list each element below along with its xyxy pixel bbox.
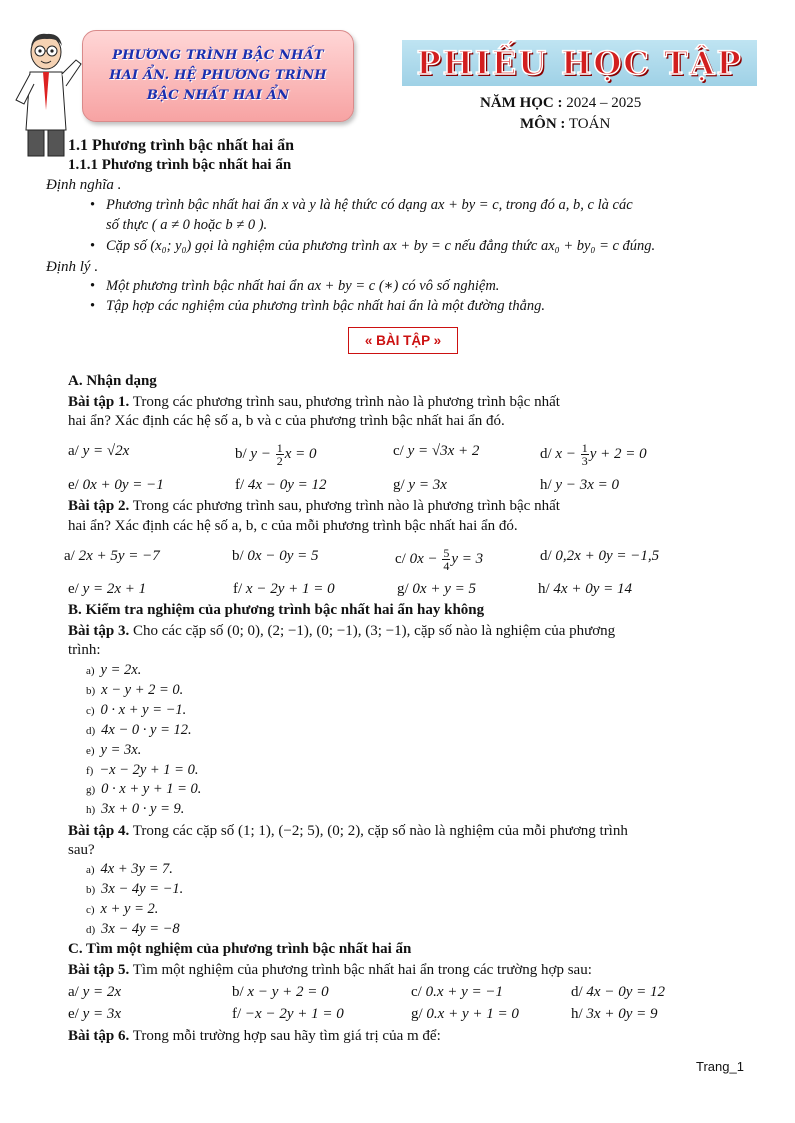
topic-box	[82, 30, 354, 122]
ex3-item-d	[86, 722, 192, 739]
numerator: 5	[443, 546, 450, 560]
subject	[520, 116, 610, 133]
subject-label: MÔN :	[520, 116, 566, 132]
year-value: 2024 – 2025	[562, 95, 642, 111]
ex1-row1-d	[540, 442, 647, 467]
section-c-title: C. Tìm một nghiệm của phương trình bậc nhất hai ẩn	[68, 941, 412, 957]
definition-bullet-2	[90, 238, 766, 255]
ex2-row1-a	[64, 547, 160, 566]
option-label: d/	[540, 445, 552, 462]
equation: 3x − 4y = −1.	[101, 881, 184, 897]
exercise-1-line-1	[68, 393, 560, 412]
ex5-row2-h	[571, 1005, 657, 1024]
exercise-3-text: Cho các cặp số (0; 0), (2; −1), (0; −1), (3; −1), cặp số nào là nghiệm của phương	[129, 623, 616, 639]
bullet-icon: •	[90, 197, 96, 213]
equation-rest: y = 3	[451, 550, 484, 567]
equation: x − y + 2 = 0	[247, 984, 329, 1000]
exercise-1-line-2: hai ẩn? Xác định các hệ số a, b và c của phương trình bậc nhất hai ẩn đó.	[68, 413, 505, 429]
fraction	[581, 442, 589, 467]
ex4-item-d	[86, 921, 180, 938]
item-label: c)	[86, 705, 95, 717]
ex5-row1-d	[571, 983, 665, 1002]
option-label: b/	[232, 984, 244, 1000]
ex2-row1-b	[232, 547, 318, 566]
equation: 4x + 3y = 7.	[100, 861, 173, 877]
exercise-2-text: Trong các phương trình sau, phương trình nào là phương trình bậc nhất	[129, 498, 560, 514]
ex3-item-b	[86, 682, 183, 699]
option-label: a/	[68, 984, 79, 1000]
ex3-item-h	[86, 801, 184, 818]
equation: 0 · x + y + 1 = 0.	[101, 781, 202, 797]
ex2-row1-d	[540, 547, 659, 566]
equation: y = 2x	[82, 984, 122, 1000]
ex5-row2-e	[68, 1005, 121, 1024]
equation: 0x + 0y = −1	[82, 477, 164, 493]
ex2-row1-c	[395, 547, 483, 572]
equation: x − y + 2 = 0.	[101, 682, 184, 698]
ex2-row2-f	[233, 580, 335, 599]
option-label: c/	[395, 550, 406, 567]
equation: 3x + 0 · y = 9.	[101, 801, 185, 817]
exercise-1-text: Trong các phương trình sau, phương trình nào là phương trình bậc nhất	[129, 394, 560, 410]
banner-title: PHIẾU HỌC TẬP	[416, 44, 743, 82]
exercise-2-label: Bài tập 2.	[68, 498, 130, 514]
exercise-1-label: Bài tập 1.	[68, 394, 130, 410]
bullet-icon: •	[90, 278, 96, 294]
equation: y = 3x	[408, 477, 447, 493]
theorem-bullet-1	[90, 278, 500, 295]
option-label: e/	[68, 581, 79, 597]
ex5-row1-a	[68, 983, 121, 1002]
exercise-3-line-2: trình:	[68, 642, 101, 658]
ex2-row2-h	[538, 580, 632, 599]
ex1-row2-f	[235, 476, 326, 495]
exercise-4-label: Bài tập 4.	[68, 823, 130, 839]
equation: 0 · x + y = −1.	[100, 702, 187, 718]
item-label: e)	[86, 745, 95, 757]
equation: x + y = 2.	[100, 901, 159, 917]
ex1-row1-c	[393, 442, 479, 461]
option-label: f/	[232, 1006, 242, 1022]
topic-line-3: BẬC NHẤT HAI ẨN	[146, 88, 290, 103]
equation: −x − 2y + 1 = 0.	[99, 762, 199, 778]
option-label: b/	[232, 548, 244, 564]
exercise-3-label: Bài tập 3.	[68, 623, 130, 639]
year-label: NĂM HỌC :	[480, 95, 563, 111]
ex3-item-a	[86, 662, 141, 679]
exercise-4-text: Trong các cặp số (1; 1), (−2; 5), (0; 2), cặp số nào là nghiệm của mỗi phương trình	[129, 823, 628, 839]
equation: y − 3x = 0	[555, 477, 619, 493]
definition-bullet-2-text: Cặp số (x₀; y₀) gọi là nghiệm của phương trình ax + by = c nếu đẳng thức ax₀ + by₀ = c đúng.	[106, 238, 656, 254]
option-label: h/	[571, 1006, 583, 1022]
ex5-row1-c	[411, 983, 503, 1002]
denominator: 4	[443, 559, 450, 573]
topic-line-2: HAI ẨN. HỆ PHƯƠNG TRÌNH	[109, 68, 327, 83]
exercise-6-text: Trong mỗi trường hợp sau hãy tìm giá trị của m để:	[129, 1028, 441, 1044]
ex1-row2-g	[393, 476, 447, 495]
item-label: c)	[86, 904, 95, 916]
item-label: b)	[86, 884, 96, 896]
definition-bullet-1-line-2: số thực ( a ≠ 0 hoặc b ≠ 0 ).	[106, 217, 268, 233]
subject-value: TOÁN	[565, 116, 611, 132]
option-label: a/	[64, 548, 75, 564]
section-a-title: A. Nhận dạng	[68, 373, 157, 389]
equation: y = 3x.	[100, 742, 142, 758]
heading-1-1-1: 1.1.1 Phương trình bậc nhất hai ẩn	[68, 157, 292, 173]
option-label: d/	[571, 984, 583, 1000]
denominator: 2	[276, 454, 283, 468]
option-label: f/	[233, 581, 243, 597]
exercise-5-line-1	[68, 961, 592, 980]
equation: 4x − 0y = 12	[586, 984, 665, 1000]
equation: 0,2x + 0y = −1,5	[555, 548, 660, 564]
ex5-row1-b	[232, 983, 329, 1002]
equation: 2x + 5y = −7	[78, 548, 160, 564]
theorem-bullet-1-text: Một phương trình bậc nhất hai ẩn ax + by = c (∗) có vô số nghiệm.	[106, 278, 500, 294]
option-label: e/	[68, 1006, 79, 1022]
item-label: d)	[86, 725, 96, 737]
ex1-row2-e	[68, 476, 164, 495]
ex1-row1-a	[68, 442, 129, 461]
exercise-6-line-1	[68, 1027, 441, 1046]
ex4-item-c	[86, 901, 158, 918]
equation: 0x −	[409, 550, 442, 567]
item-label: b)	[86, 685, 96, 697]
ex3-item-g	[86, 781, 201, 798]
equation: 4x + 0y = 14	[553, 581, 632, 597]
exercise-4-line-2: sau?	[68, 842, 95, 858]
definition-bullet-1-line-1: Phương trình bậc nhất hai ẩn x và y là hệ thức có dạng ax + by = c, trong đó a, b, c là các	[106, 197, 633, 213]
item-label: a)	[86, 665, 95, 677]
exercise-5-label: Bài tập 5.	[68, 962, 130, 978]
ex3-item-e	[86, 742, 141, 759]
option-label: h/	[540, 477, 552, 493]
denominator: 3	[581, 454, 588, 468]
exercise-2-line-1	[68, 497, 560, 516]
ex3-item-c	[86, 702, 186, 719]
equation: 4x − 0 · y = 12.	[101, 722, 192, 738]
option-label: c/	[411, 984, 422, 1000]
numerator: 1	[276, 441, 283, 455]
item-label: d)	[86, 924, 96, 936]
equation: 0.x + y = −1	[425, 984, 504, 1000]
ex2-row2-e	[68, 580, 146, 599]
equation: 3x + 0y = 9	[586, 1006, 658, 1022]
equation: y = √2x	[82, 443, 130, 459]
equation: y = 2x + 1	[82, 581, 147, 597]
equation-rest: y + 2 = 0	[589, 445, 647, 462]
section-b-title: B. Kiểm tra nghiệm của phương trình bậc nhất hai ẩn hay không	[68, 602, 485, 618]
option-label: g/	[411, 1006, 423, 1022]
option-label: c/	[393, 443, 404, 459]
bullet-icon: •	[90, 298, 96, 314]
equation: y = 3x	[82, 1006, 122, 1022]
ex5-row2-f	[232, 1005, 344, 1024]
equation: −x − 2y + 1 = 0	[244, 1006, 344, 1022]
ex1-row1-b	[235, 442, 316, 467]
equation: 0x + y = 5	[412, 581, 476, 597]
option-label: a/	[68, 443, 79, 459]
theorem-bullet-2	[90, 298, 545, 315]
exercise-6-label: Bài tập 6.	[68, 1028, 130, 1044]
option-label: d/	[540, 548, 552, 564]
exercise-2-line-2: hai ẩn? Xác định các hệ số a, b, c của mỗi phương trình bậc nhất hai ẩn đó.	[68, 518, 518, 534]
equation: 4x − 0y = 12	[247, 477, 327, 493]
equation: y = √3x + 2	[407, 443, 480, 459]
topic-line-1: PHƯƠNG TRÌNH BẬC NHẤT	[112, 48, 324, 63]
exercise-5-text: Tìm một nghiệm của phương trình bậc nhất hai ẩn trong các trường hợp sau:	[129, 962, 592, 978]
exercise-4-line-1	[68, 822, 628, 841]
option-label: b/	[235, 445, 247, 462]
ex1-row2-h	[540, 476, 619, 495]
equation: x − 2y + 1 = 0	[245, 581, 335, 597]
ex5-row2-g	[411, 1005, 519, 1024]
banner	[402, 40, 757, 86]
ex2-row2-g	[397, 580, 476, 599]
option-label: e/	[68, 477, 79, 493]
numerator: 1	[581, 441, 588, 455]
fraction	[276, 442, 284, 467]
definition-label: Định nghĩa .	[46, 177, 122, 193]
page-number: Trang_1	[696, 1059, 744, 1074]
equation: 0x − 0y = 5	[247, 548, 319, 564]
item-label: f)	[86, 765, 94, 777]
equation: 0.x + y + 1 = 0	[426, 1006, 519, 1022]
exercises-heading: « BÀI TẬP »	[348, 327, 458, 354]
item-label: h)	[86, 804, 96, 816]
item-label: g)	[86, 784, 96, 796]
equation: y = 2x.	[100, 662, 142, 678]
option-label: h/	[538, 581, 550, 597]
fraction	[442, 547, 450, 572]
equation: y −	[250, 445, 275, 462]
ex3-item-f	[86, 762, 198, 779]
exercise-3-line-1	[68, 622, 615, 641]
option-label: g/	[393, 477, 405, 493]
theorem-bullet-2-text: Tập hợp các nghiệm của phương trình bậc nhất hai ẩn là một đường thẳng.	[106, 298, 545, 314]
equation: 3x − 4y = −8	[101, 921, 180, 937]
definition-bullet-1	[90, 197, 756, 214]
equation: x −	[555, 445, 580, 462]
option-label: g/	[397, 581, 409, 597]
ex4-item-b	[86, 881, 183, 898]
option-label: f/	[235, 477, 245, 493]
bullet-icon: •	[90, 238, 96, 254]
theorem-label: Định lý .	[46, 259, 99, 275]
school-year	[480, 95, 641, 112]
equation-rest: x = 0	[284, 445, 317, 462]
heading-1-1: 1.1 Phương trình bậc nhất hai ẩn	[68, 137, 295, 154]
ex4-item-a	[86, 861, 173, 878]
item-label: a)	[86, 864, 95, 876]
